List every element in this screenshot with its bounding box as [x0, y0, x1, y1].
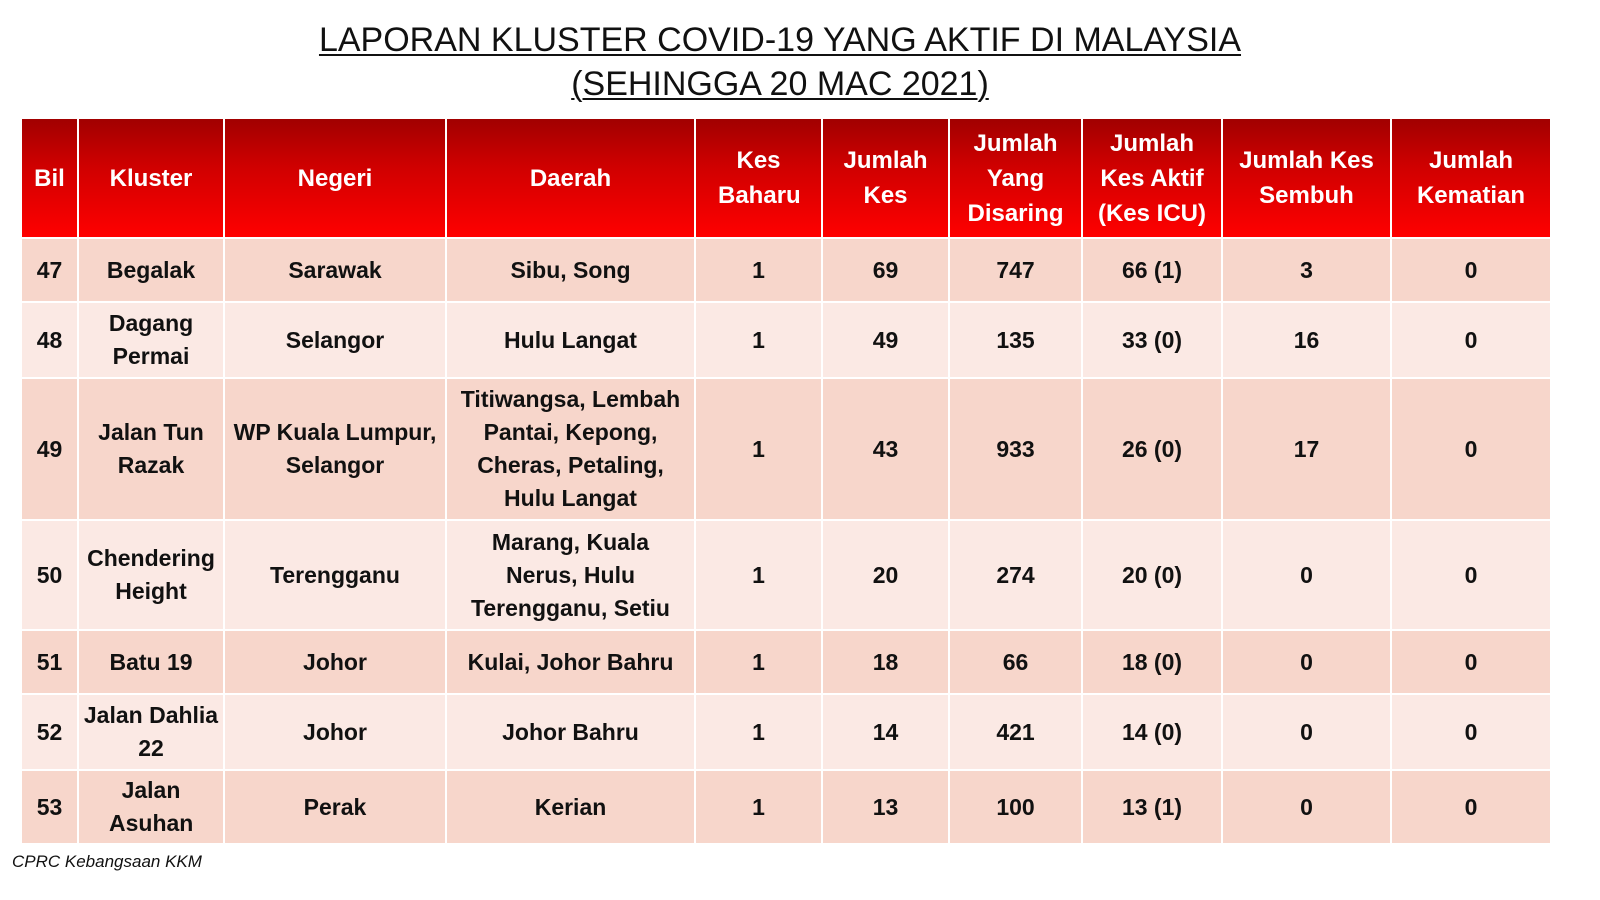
cell-kes-sembuh: 0 — [1222, 520, 1391, 630]
cell-negeri: Terengganu — [224, 520, 446, 630]
cell-negeri: Selangor — [224, 302, 446, 378]
cell-jumlah-disaring: 747 — [949, 238, 1082, 302]
cell-kes-baharu: 1 — [695, 630, 822, 694]
cell-jumlah-kes: 14 — [822, 694, 949, 770]
table-row — [21, 770, 1551, 844]
cell-kes-baharu: 1 — [695, 302, 822, 378]
cell-kematian: 0 — [1391, 378, 1551, 520]
cell-kes-sembuh: 0 — [1222, 694, 1391, 770]
cell-kematian: 0 — [1391, 770, 1551, 844]
cell-kematian: 0 — [1391, 238, 1551, 302]
cell-kes-aktif: 20 (0) — [1082, 520, 1222, 630]
cell-kluster: Chendering Height — [78, 520, 224, 630]
cell-bil: 52 — [21, 694, 78, 770]
cell-kluster: Batu 19 — [78, 630, 224, 694]
cell-bil: 48 — [21, 302, 78, 378]
cell-bil: 50 — [21, 520, 78, 630]
cell-kes-baharu: 1 — [695, 238, 822, 302]
cell-kes-sembuh: 17 — [1222, 378, 1391, 520]
cell-jumlah-disaring: 274 — [949, 520, 1082, 630]
header-jumlah-kematian: Jumlah Kematian — [1391, 118, 1551, 238]
cell-kes-aktif: 18 (0) — [1082, 630, 1222, 694]
cell-jumlah-kes: 43 — [822, 378, 949, 520]
table-row — [21, 378, 1551, 520]
cell-kematian: 0 — [1391, 520, 1551, 630]
cell-jumlah-kes: 18 — [822, 630, 949, 694]
cell-bil: 51 — [21, 630, 78, 694]
cell-jumlah-disaring: 933 — [949, 378, 1082, 520]
cell-kes-aktif: 14 (0) — [1082, 694, 1222, 770]
table-row — [21, 630, 1551, 694]
cell-kematian: 0 — [1391, 302, 1551, 378]
cell-kes-aktif: 33 (0) — [1082, 302, 1222, 378]
header-jumlah-disaring: Jumlah Yang Disaring — [949, 118, 1082, 238]
cell-negeri: Sarawak — [224, 238, 446, 302]
cell-jumlah-kes: 69 — [822, 238, 949, 302]
cell-daerah: Johor Bahru — [446, 694, 695, 770]
source-footer: CPRC Kebangsaan KKM — [12, 852, 202, 871]
table-row — [21, 520, 1551, 630]
cell-kluster: Jalan Dahlia 22 — [78, 694, 224, 770]
cell-kes-baharu: 1 — [695, 694, 822, 770]
cell-kluster: Begalak — [78, 238, 224, 302]
header-kluster: Kluster — [78, 118, 224, 238]
cell-jumlah-disaring: 135 — [949, 302, 1082, 378]
cell-jumlah-disaring: 100 — [949, 770, 1082, 844]
cell-daerah: Kulai, Johor Bahru — [446, 630, 695, 694]
cell-daerah: Titiwangsa, Lembah Pantai, Kepong, Cheras, Petaling, Hulu Langat — [446, 378, 695, 520]
title-line-1: LAPORAN KLUSTER COVID-19 YANG AKTIF DI MALAYSIA — [318, 21, 1242, 59]
cell-bil: 53 — [21, 770, 78, 844]
cell-jumlah-disaring: 66 — [949, 630, 1082, 694]
cell-daerah: Sibu, Song — [446, 238, 695, 302]
header-daerah: Daerah — [446, 118, 695, 238]
header-negeri: Negeri — [224, 118, 446, 238]
cell-jumlah-kes: 13 — [822, 770, 949, 844]
cell-kluster: Jalan Asuhan — [78, 770, 224, 844]
cell-daerah: Hulu Langat — [446, 302, 695, 378]
header-bil: Bil — [21, 118, 78, 238]
table-row — [21, 302, 1551, 378]
cell-kes-sembuh: 0 — [1222, 770, 1391, 844]
cell-bil: 47 — [21, 238, 78, 302]
report-title — [0, 18, 1560, 106]
title-line-2: (SEHINGGA 20 MAC 2021) — [571, 65, 989, 103]
cell-negeri: Johor — [224, 630, 446, 694]
cell-kes-baharu: 1 — [695, 378, 822, 520]
cell-kluster: Jalan Tun Razak — [78, 378, 224, 520]
cell-negeri: Perak — [224, 770, 446, 844]
header-kes-baharu: Kes Baharu — [695, 118, 822, 238]
cell-kematian: 0 — [1391, 630, 1551, 694]
cell-kes-baharu: 1 — [695, 520, 822, 630]
cell-jumlah-disaring: 421 — [949, 694, 1082, 770]
cell-kes-baharu: 1 — [695, 770, 822, 844]
cell-jumlah-kes: 20 — [822, 520, 949, 630]
header-jumlah-kes: Jumlah Kes — [822, 118, 949, 238]
cell-daerah: Marang, Kuala Nerus, Hulu Terengganu, Setiu — [446, 520, 695, 630]
table-row — [21, 694, 1551, 770]
table-row — [21, 238, 1551, 302]
cell-kes-aktif: 13 (1) — [1082, 770, 1222, 844]
cell-kes-sembuh: 16 — [1222, 302, 1391, 378]
cell-negeri: Johor — [224, 694, 446, 770]
cell-jumlah-kes: 49 — [822, 302, 949, 378]
table-header-row — [21, 118, 1551, 238]
cell-bil: 49 — [21, 378, 78, 520]
cell-kes-sembuh: 3 — [1222, 238, 1391, 302]
cell-kes-aktif: 66 (1) — [1082, 238, 1222, 302]
cell-kes-aktif: 26 (0) — [1082, 378, 1222, 520]
cell-kluster: Dagang Permai — [78, 302, 224, 378]
cell-negeri: WP Kuala Lumpur, Selangor — [224, 378, 446, 520]
cell-kematian: 0 — [1391, 694, 1551, 770]
header-jumlah-kes-sembuh: Jumlah Kes Sembuh — [1222, 118, 1391, 238]
cluster-table — [20, 117, 1552, 845]
header-jumlah-kes-aktif: Jumlah Kes Aktif (Kes ICU) — [1082, 118, 1222, 238]
cell-daerah: Kerian — [446, 770, 695, 844]
cell-kes-sembuh: 0 — [1222, 630, 1391, 694]
